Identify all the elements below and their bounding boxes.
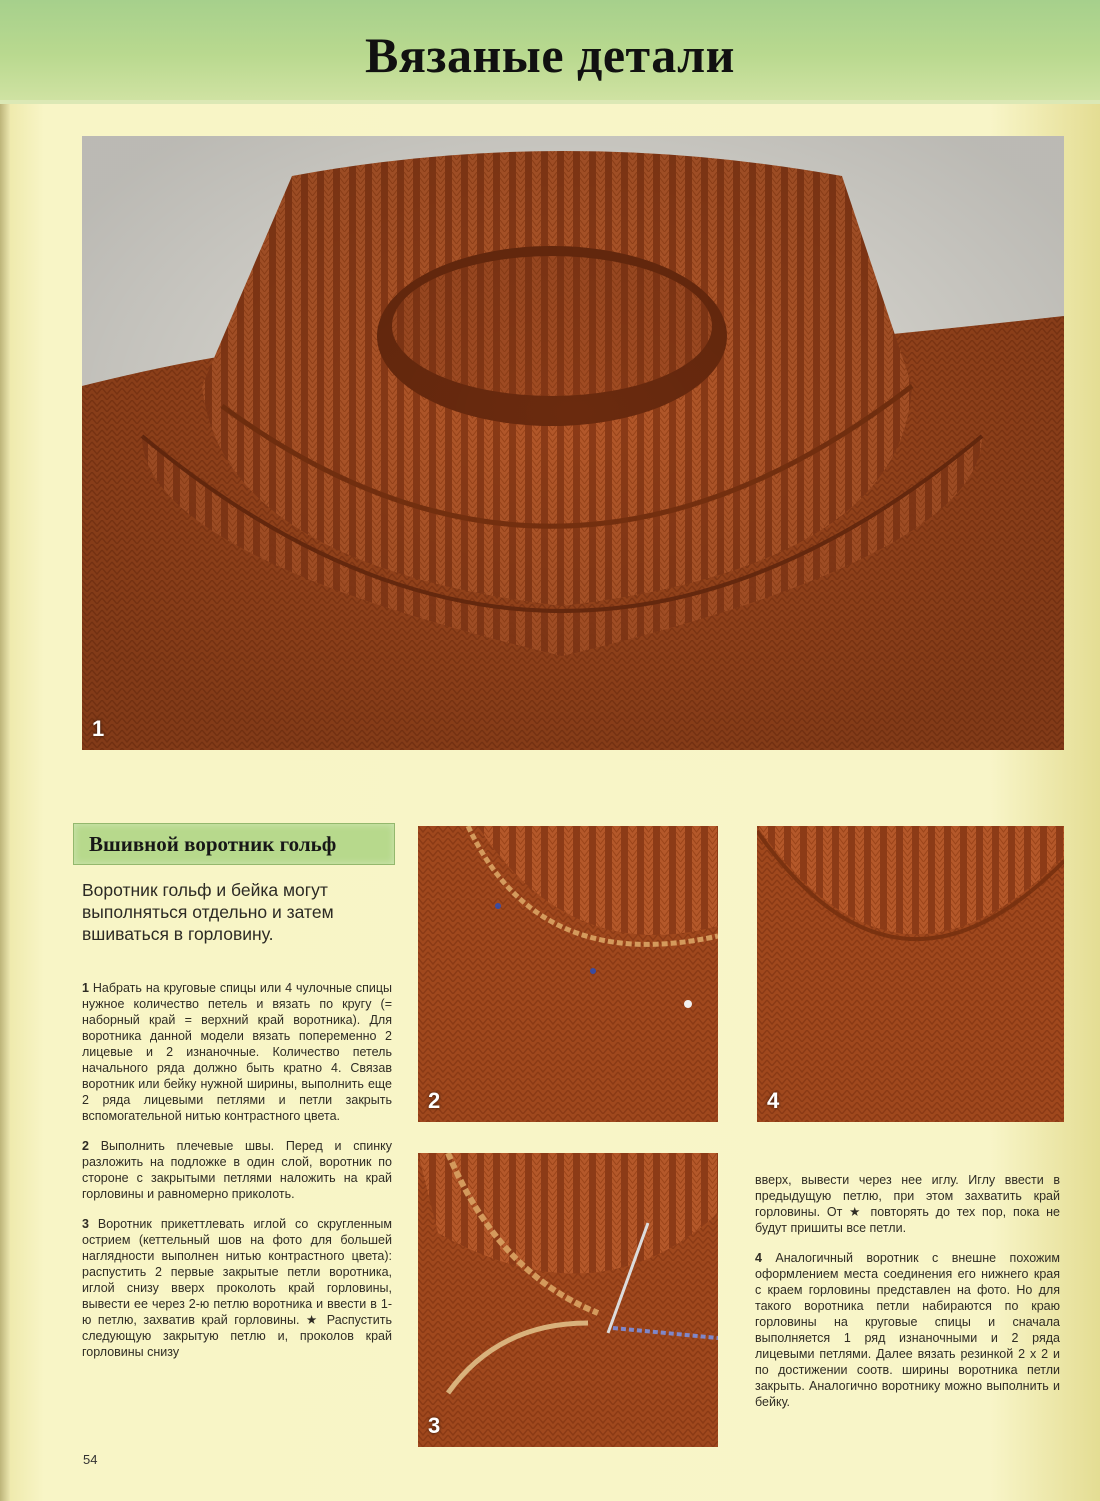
step-4 — [755, 1250, 1060, 1410]
photo-number: 3 — [428, 1413, 441, 1438]
step-3 — [82, 1216, 392, 1360]
header-band — [0, 0, 1100, 104]
pinned-collar-illustration — [418, 826, 718, 1122]
photo-1-turtleneck — [82, 136, 1064, 750]
step-1 — [82, 980, 392, 1124]
photo-number: 4 — [767, 1088, 780, 1113]
finished-collar-illustration — [757, 826, 1064, 1122]
step-3-continued — [755, 1172, 1060, 1236]
step-number: 3 — [82, 1217, 89, 1231]
turtleneck-illustration — [82, 136, 1064, 750]
page-spine — [0, 0, 10, 1501]
photo-4-finished-collar — [757, 826, 1064, 1122]
instructions-left-column — [82, 980, 392, 1374]
page-title: Вязаные детали — [365, 27, 735, 83]
step-text: вверх, вывести через нее иглу. Иглу ввести в предыдущую петлю, при этом захватить край горловины. От ★ повторять до тех пор, пока не будут пришиты все петли. — [755, 1173, 1060, 1235]
instructions-right-column — [755, 1172, 1060, 1424]
step-text: Воротник прикеттлевать иглой со скругленным острием (кеттельный шов на фото для большей наглядности выполнен нитью контрастного цвета): распустить 2 первые закрытые петли воротника, иглой снизу вверх проколоть край горловины, вывести ее через 2-ю петлю воротника и ввести в 1-ю петлю, захватив край горловины. ★ Распустить следующую закрытую петлю и, проколов край горловины снизу — [82, 1217, 392, 1359]
photo-number: 1 — [92, 716, 105, 741]
step-text: Выполнить плечевые швы. Перед и спинку разложить на подложке в один слой, воротник по стороне с закрытыми петлями наложить на край горловины и равномерно приколоть. — [82, 1139, 392, 1201]
step-2 — [82, 1138, 392, 1202]
photo-3-sewing — [418, 1153, 718, 1447]
section-label — [73, 823, 395, 865]
sewing-illustration — [418, 1153, 718, 1447]
step-number: 1 — [82, 981, 89, 995]
step-text: Аналогичный воротник с внешне похожим оформлением места соединения его нижнего края с краем горловины представлен на фото. Но для такого воротника петли набираются по краю горловины на круговые спицы и сначала выполняется 1 ряд изнаночными и 2 ряда лицевыми петлями. Далее вязать резинкой 2 х 2 и по достижении соотв. ширины воротника петли закрыть. Аналогично воротнику можно выполнить и бейку. — [755, 1251, 1060, 1409]
step-number: 4 — [755, 1251, 762, 1265]
step-number: 2 — [82, 1139, 89, 1153]
page-number: 54 — [83, 1452, 98, 1467]
step-text: Набрать на круговые спицы или 4 чулочные спицы нужное количество петель и вязать по кругу (= наборный край = верхний край воротника). Для воротника данной модели вязать попеременно 2 лицевые и 2 изнаночные. Количество петель начального ряда должно быть кратно 4. Связав воротник или бейку нужной ширины, выполнить еще 2 ряда лицевыми петлями и петли закрыть вспомогательной нитью контрастного цвета. — [82, 981, 393, 1123]
section-lead: Воротник гольф и бейка могут выполняться отдельно и затем вшиваться в горловину. — [82, 880, 334, 944]
photo-number: 2 — [428, 1088, 441, 1113]
photo-2-pinned-collar — [418, 826, 718, 1122]
section-title: Вшивной воротник гольф — [89, 832, 337, 856]
